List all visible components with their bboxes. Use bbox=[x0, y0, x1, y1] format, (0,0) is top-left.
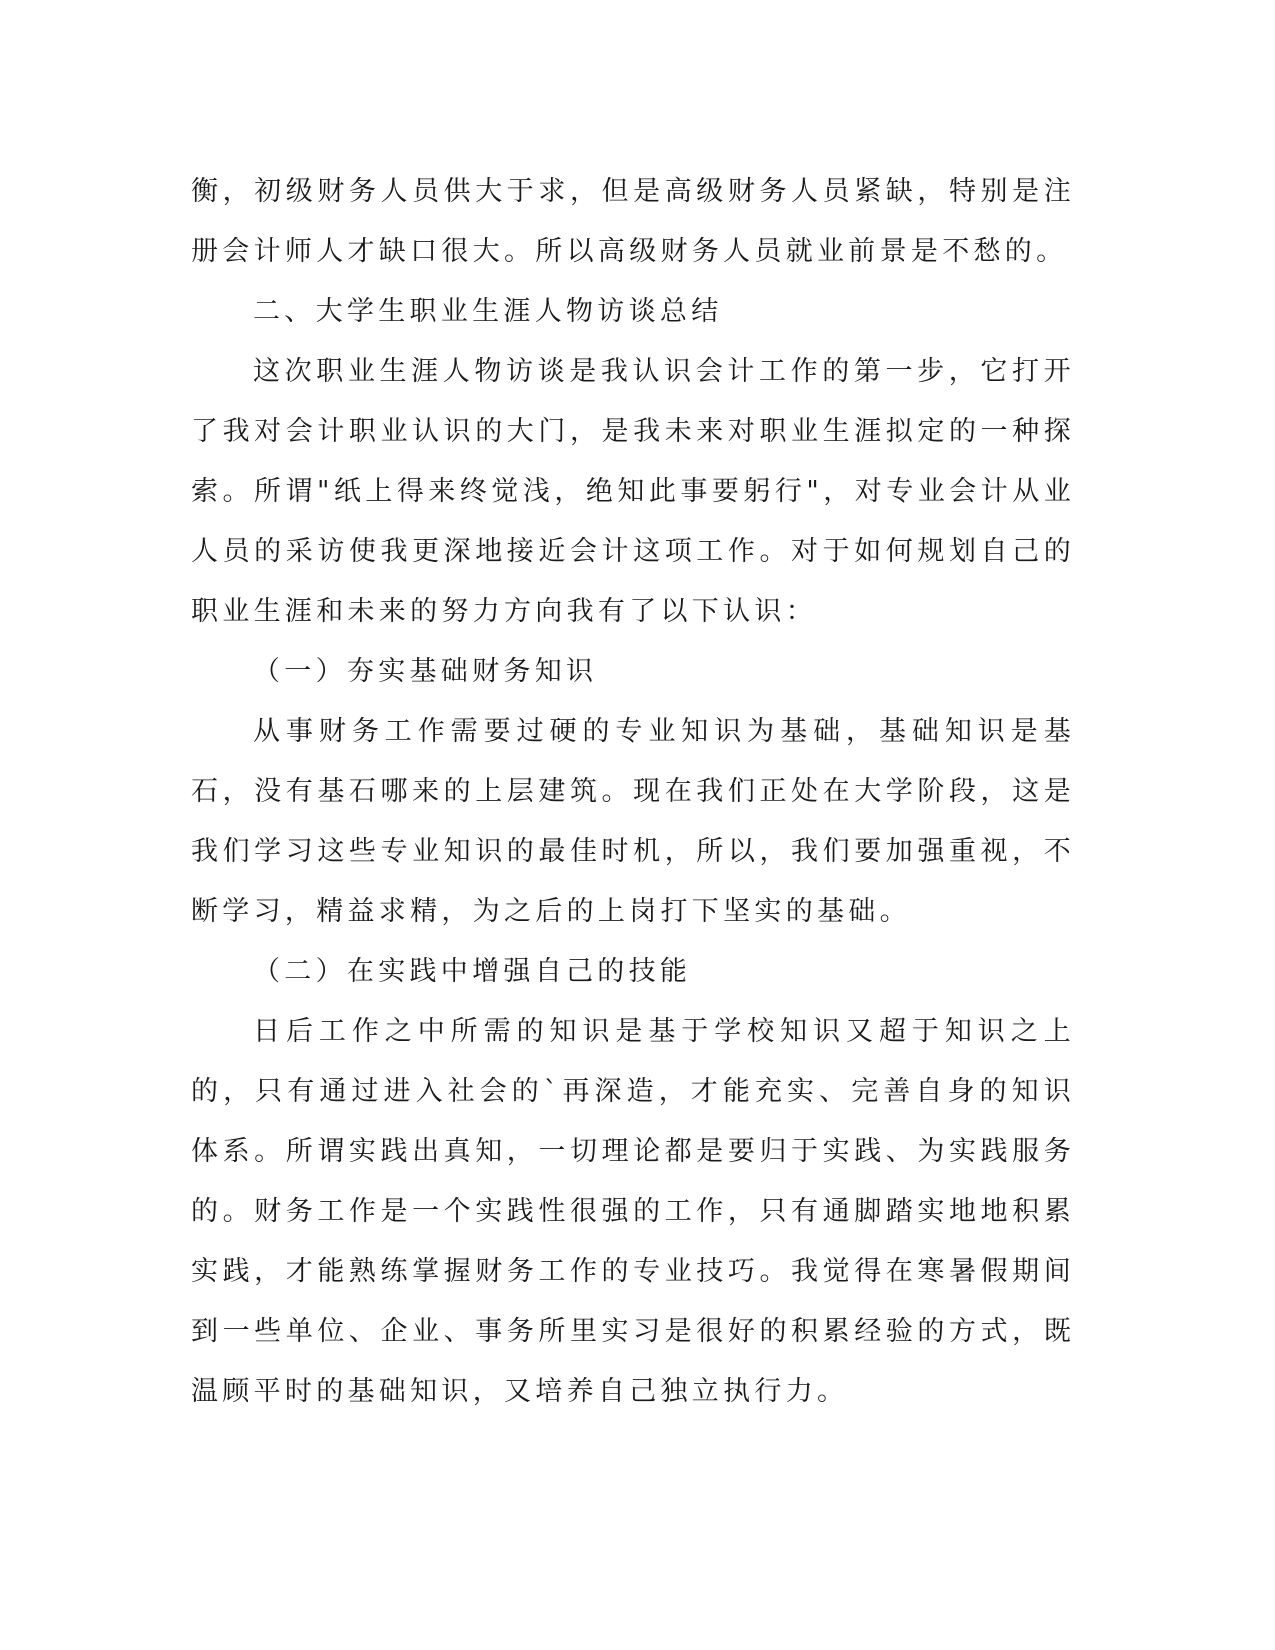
subsection-one-heading: （一）夯实基础财务知识 bbox=[253, 656, 598, 687]
subsection-one-paragraph: 从事财务工作需要过硬的专业知识为基础，基础知识是基石，没有基石哪来的上层建筑。现在我们正处在大学阶段，这是我们学习这些专业知识的最佳时机，所以，我们要加强重视，不断学习，精益求精，为之后的上岗打下坚实的基础。 bbox=[191, 716, 1075, 927]
continuation-paragraph: 衡，初级财务人员供大于求，但是高级财务人员紧缺，特别是注册会计师人才缺口很大。所以高级财务人员就业前景是不愁的。 bbox=[191, 176, 1075, 267]
subsection-two-heading: （二）在实践中增强自己的技能 bbox=[253, 956, 692, 987]
document-body bbox=[191, 162, 1075, 1422]
subsection-two-paragraph: 日后工作之中所需的知识是基于学校知识又超于知识之上的，只有通过进入社会的`再深造，才能充实、完善自身的知识体系。所谓实践出真知，一切理论都是要归于实践、为实践服务的。财务工作是一个实践性很强的工作，只有通脚踏实地地积累实践，才能熟练掌握财务工作的专业技巧。我觉得在寒暑假期间到一些单位、企业、事务所里实习是很好的积累经验的方式，既温顾平时的基础知识，又培养自己独立执行力。 bbox=[191, 1016, 1075, 1407]
section-two-heading: 二、大学生职业生涯人物访谈总结 bbox=[253, 296, 723, 327]
section-two-intro-paragraph: 这次职业生涯人物访谈是我认识会计工作的第一步，它打开了我对会计职业认识的大门，是我未来对职业生涯拟定的一种探索。所谓"纸上得来终觉浅，绝知此事要躬行"，对专业会计从业人员的采访使我更深地接近会计这项工作。对于如何规划自己的职业生涯和未来的努力方向我有了以下认识： bbox=[191, 356, 1075, 627]
